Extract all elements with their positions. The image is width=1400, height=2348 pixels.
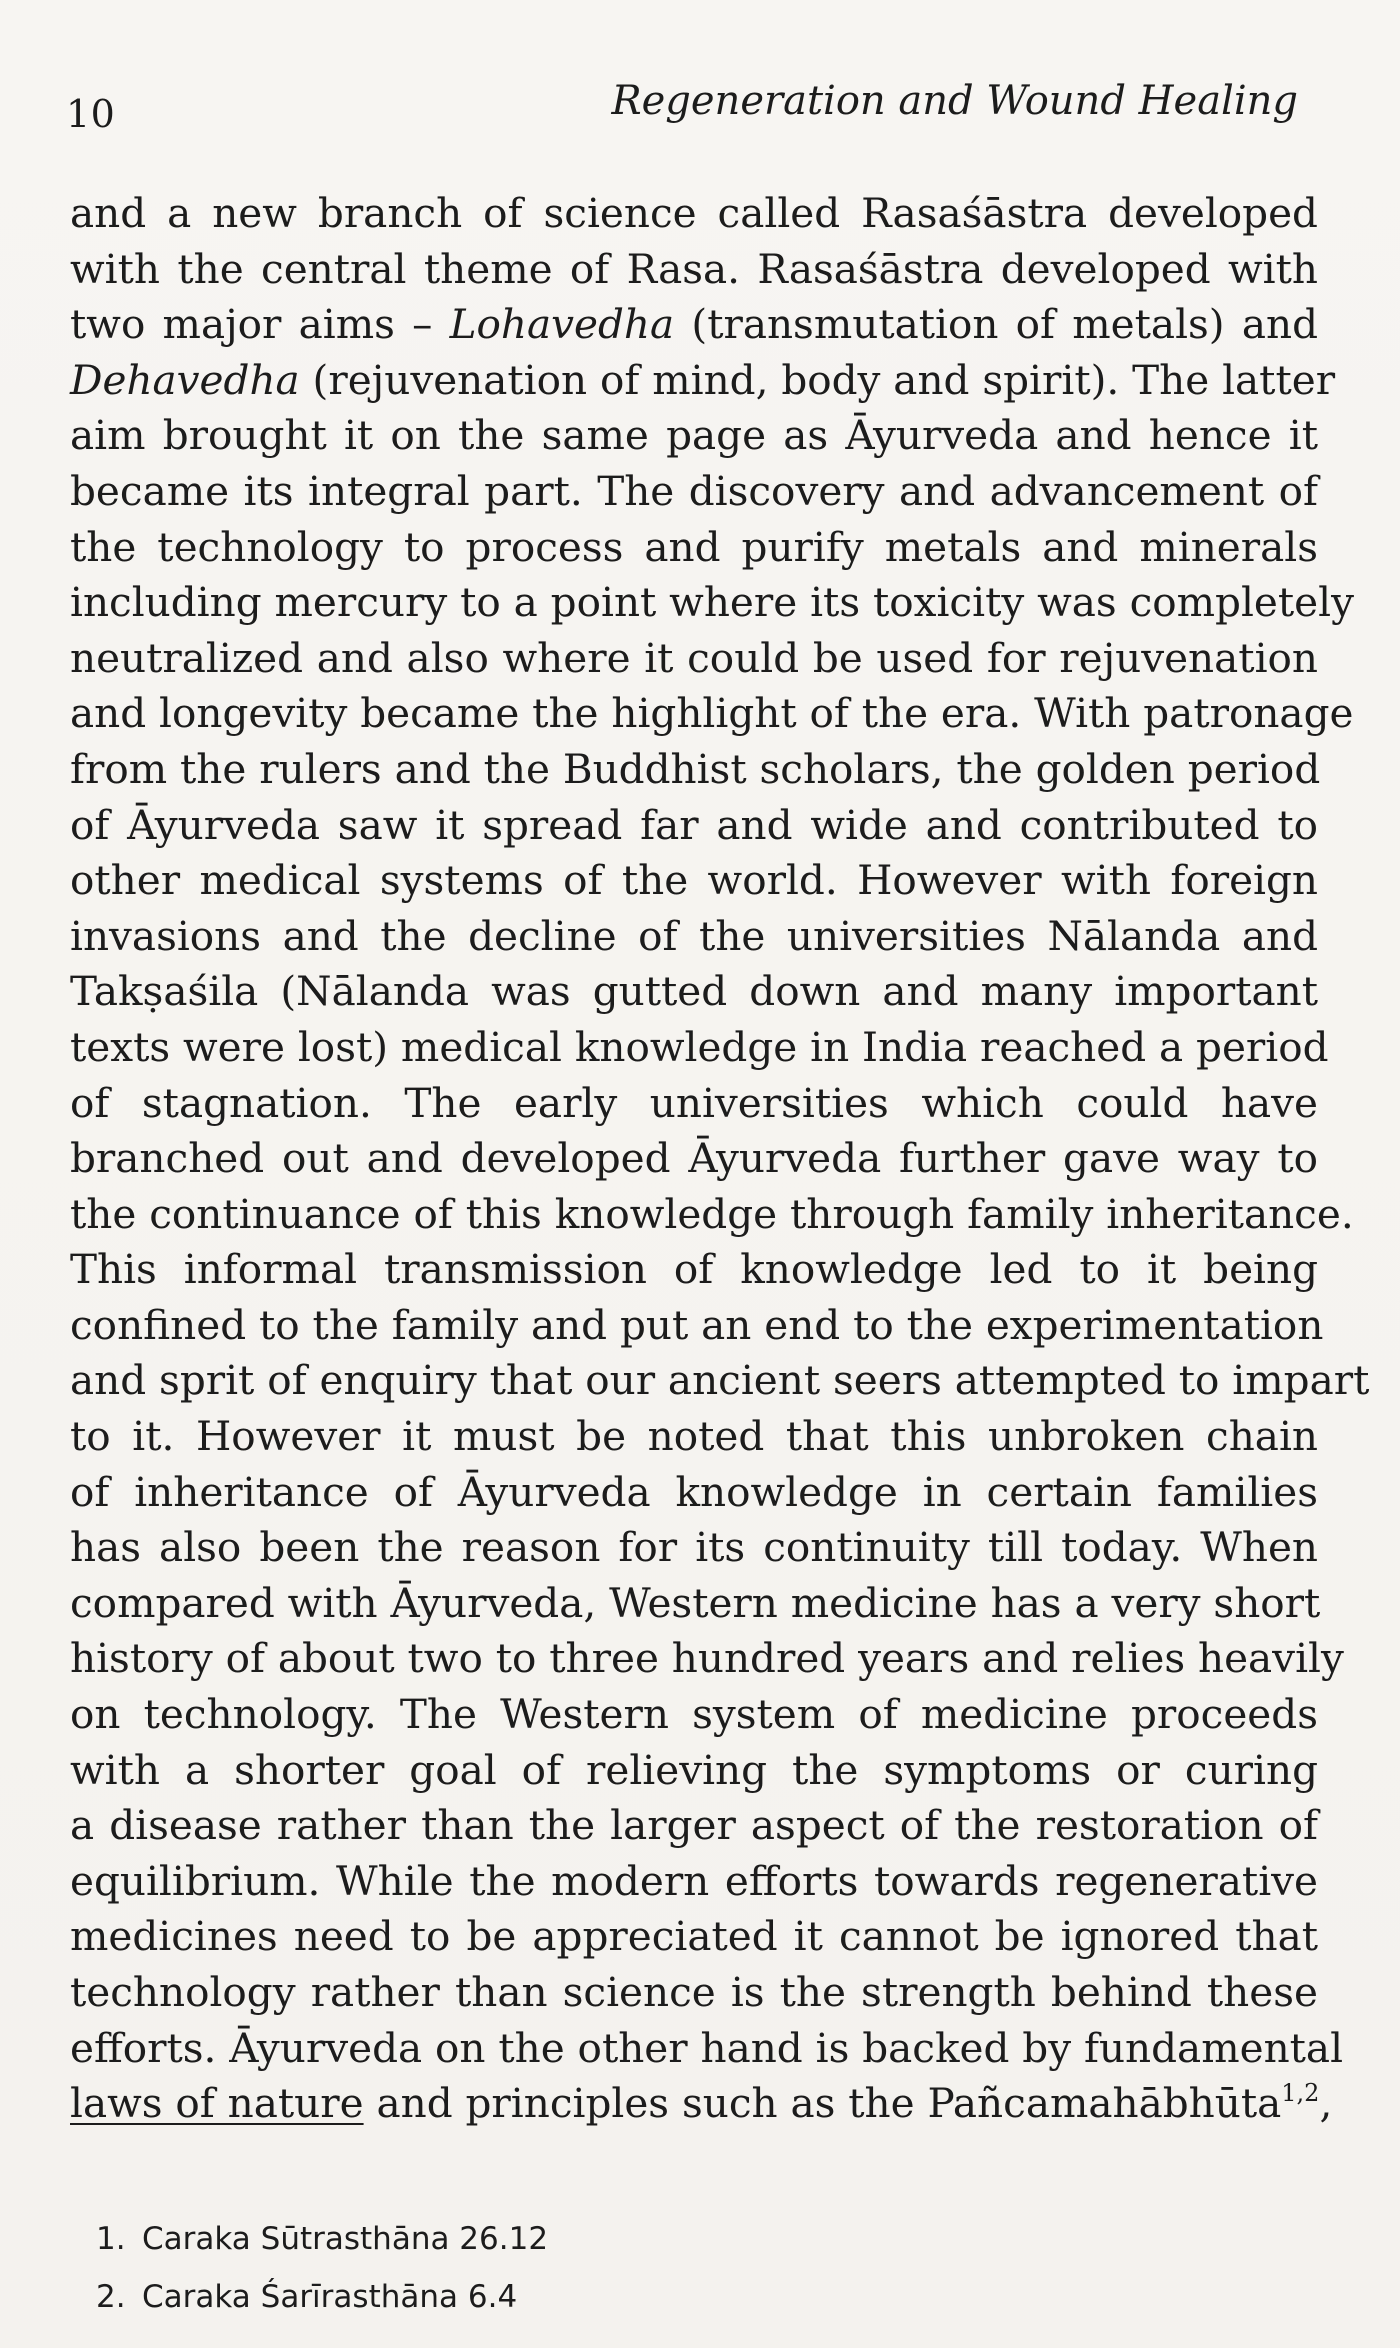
text-line: has also been the reason for its continuity till today. When [70, 1523, 1318, 1572]
text-line: invasions and the decline of the universities Nālanda and [70, 911, 1318, 960]
footnotes [96, 2210, 1196, 2326]
footnote-reference: 1,2 [1281, 2079, 1320, 2108]
text-line: neutralized and also where it could be used for rejuvenation [70, 633, 1318, 682]
underlined-phrase: laws of nature [70, 2079, 364, 2128]
text-segment: , [1319, 2079, 1333, 2128]
text-line: confined to the family and put an end to the experimentation [70, 1300, 1324, 1349]
text-line: aim brought it on the same page as Āyurveda and hence it [70, 411, 1318, 460]
footnote-item [96, 2210, 1196, 2268]
text-line: to it. However it must be noted that this unbroken chain [70, 1412, 1318, 1461]
text-line: efforts. Āyurveda on the other hand is backed by fundamental [70, 2023, 1344, 2072]
text-line: the technology to process and purify metals and minerals [70, 522, 1318, 571]
text-line: a disease rather than the larger aspect of the restoration of [70, 1801, 1318, 1850]
text-segment: two major aims – [70, 300, 433, 349]
italic-term: Dehavedha [70, 355, 300, 404]
text-line: from the rulers and the Buddhist scholars, the golden period [70, 744, 1321, 793]
text-line [70, 353, 1336, 409]
footnote-number: 2. [96, 2279, 126, 2315]
text-segment: (rejuvenation of mind, body and spirit). The latter [312, 355, 1336, 404]
text-line: the continuance of this knowledge through family inheritance. [70, 1189, 1354, 1238]
running-title: Regeneration and Wound Healing [611, 78, 1298, 124]
page-number: 10 [66, 92, 116, 136]
text-line: medicines need to be appreciated it cannot be ignored that [70, 1912, 1318, 1961]
italic-term: Lohavedha [449, 300, 675, 349]
text-segment: (transmutation of metals) and [691, 300, 1318, 349]
footnote-text: Caraka Sūtrasthāna 26.12 [142, 2221, 549, 2257]
text-line: became its integral part. The discovery and advancement of [70, 466, 1318, 515]
text-line: texts were lost) medical knowledge in India reached a period [70, 1022, 1329, 1071]
text-line [70, 2076, 1333, 2132]
text-line: on technology. The Western system of medicine proceeds [70, 1690, 1318, 1739]
text-line: history of about two to three hundred years and relies heavily [70, 1634, 1344, 1683]
text-line [70, 297, 1318, 353]
text-line: Takṣaśila (Nālanda was gutted down and many important [70, 967, 1318, 1016]
footnote-number: 1. [96, 2221, 126, 2257]
text-line: equilibrium. While the modern efforts towards regenerative [70, 1856, 1318, 1905]
body-paragraph [70, 186, 1370, 2132]
text-line: branched out and developed Āyurveda further gave way to [70, 1134, 1318, 1183]
text-line: technology rather than science is the strength behind these [70, 1968, 1318, 2016]
text-line: of stagnation. The early universities which could have [70, 1078, 1318, 1127]
text-line: of inheritance of Āyurveda knowledge in certain families [70, 1467, 1318, 1516]
text-line: other medical systems of the world. However with foreign [70, 856, 1318, 905]
text-segment: and principles such as the Pañcamahābhūta [376, 2079, 1282, 2128]
running-head [66, 78, 1298, 148]
text-line: and longevity became the highlight of the era. With patronage [70, 689, 1354, 738]
text-line: compared with Āyurveda, Western medicine has a very short [70, 1578, 1321, 1627]
text-line: This informal transmission of knowledge led to it being [70, 1245, 1318, 1294]
text-line: and a new branch of science called Rasaśāstra developed [70, 189, 1318, 237]
footnote-item [96, 2268, 1196, 2326]
text-line: of Āyurveda saw it spread far and wide and contributed to [70, 800, 1318, 849]
text-line: including mercury to a point where its toxicity was completely [70, 578, 1354, 627]
text-line: with a shorter goal of relieving the symptoms or curing [70, 1745, 1318, 1794]
footnote-text: Caraka Śarīrasthāna 6.4 [142, 2279, 518, 2315]
text-line: and sprit of enquiry that our ancient seers attempted to impart [70, 1356, 1370, 1405]
text-line: with the central theme of Rasa. Rasaśāstra developed with [70, 244, 1318, 293]
